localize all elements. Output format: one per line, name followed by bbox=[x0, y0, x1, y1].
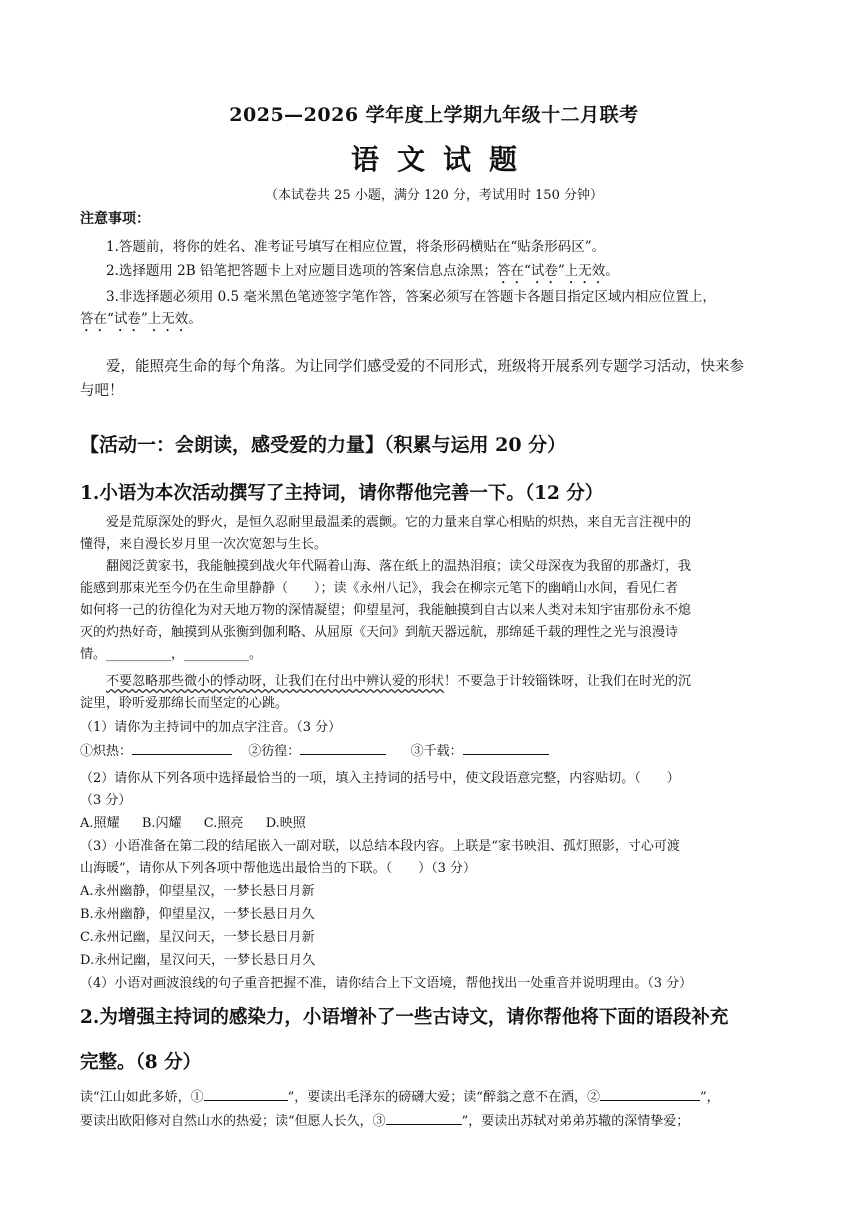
answer-blank-q2-1[interactable] bbox=[204, 1086, 288, 1101]
subject-title: 语文试题 bbox=[350, 143, 535, 176]
sub-question-3-line2: 山海暖”，请你从下列各项中帮他选出最恰当的下联。（ ）（3 分） bbox=[80, 861, 477, 876]
sub-question-2-options bbox=[80, 813, 306, 835]
question-2-heading-line1: 2.为增强主持词的感染力，小语增补了一些古诗文，请你帮他将下面的语段补充 bbox=[80, 1007, 729, 1028]
question-2-line-1 bbox=[80, 1086, 720, 1109]
answer-blank-1[interactable] bbox=[132, 740, 232, 755]
option-a: A.照耀 bbox=[80, 816, 120, 831]
answer-blank-q2-3[interactable] bbox=[386, 1110, 462, 1125]
passage-line-8 bbox=[106, 671, 691, 693]
passage-line-7: 情。__________，__________。 bbox=[80, 647, 263, 662]
notice-item-3-emphasis: 答在“试卷”上无效 bbox=[80, 311, 189, 327]
question-2-line-2 bbox=[80, 1110, 689, 1133]
q2-line2-a: 要读出欧阳修对自然山水的热爱；读“但愿人长久，③ bbox=[80, 1114, 386, 1129]
q2-line1-a: 读“江山如此多娇，① bbox=[80, 1090, 204, 1105]
exam-info: （本试卷共 25 小题，满分 120 分，考试用时 150 分钟） bbox=[265, 188, 603, 203]
passage-line-2: 懂得，来自漫长岁月里一次次宽恕与生长。 bbox=[80, 537, 328, 552]
passage-line-9: 淀里，聆听爱那绵长而坚定的心跳。 bbox=[80, 696, 289, 711]
passage-line-1: 爱是荒原深处的野火，是恒久忍耐里最温柔的震颤。它的力量来自掌心相贴的炽热，来自无言注视中的 bbox=[106, 515, 692, 530]
notice-item-2-end: 。 bbox=[605, 263, 619, 279]
q2-line1-c: ”， bbox=[699, 1090, 720, 1105]
passage-line-4: 能感到那束光至今仍在生命里静静（ ）；读《永州八记》，我会在柳宗元笔下的幽峭山水间，看见仁者 bbox=[80, 581, 679, 596]
item-3-label: ③千载： bbox=[410, 744, 463, 759]
q2-line2-b: ”，要读出苏轼对弟弟苏辙的深情挚爱； bbox=[461, 1114, 690, 1129]
couplet-option-c: C.永州记幽，星汉问天，一梦长悬日月新 bbox=[80, 930, 315, 945]
notice-item-1: 1.答题前，将你的姓名、准考证号填写在相应位置，将条形码横贴在“贴条形码区”。 bbox=[106, 239, 606, 255]
notice-item-3-line2 bbox=[80, 307, 202, 335]
notice-item-3-end: 。 bbox=[188, 311, 202, 327]
couplet-option-a: A.永州幽静，仰望星汉，一梦长悬日月新 bbox=[80, 884, 315, 899]
sub-question-4: （4）小语对画波浪线的句子重音把握不准，请你结合上下文语境，帮他找出一处重音并说明理由。（3 分） bbox=[80, 976, 693, 991]
intro-line-2: 与吧！ bbox=[80, 383, 124, 399]
q2-line1-b: ”，要读出毛泽东的磅礴大爱；读“醉翁之意不在酒，② bbox=[287, 1090, 600, 1105]
exam-title: 2025—2026 学年度上学期九年级十二月联考 bbox=[229, 104, 639, 126]
item-1-label: ①炽热： bbox=[80, 744, 133, 759]
sub-question-2-line1: （2）请你从下列各项中选择最恰当的一项，填入主持词的括号中，使文段语意完整，内容贴切。（ ） bbox=[80, 771, 680, 786]
option-d: D.映照 bbox=[265, 816, 306, 831]
answer-blank-2[interactable] bbox=[300, 740, 386, 755]
passage-line-5: 如何将一己的彷徨化为对天地万物的深情凝望；仰望星河，我能触摸到自古以来人类对未知宇宙那份永不熄 bbox=[80, 603, 692, 618]
option-b: B.闪耀 bbox=[141, 816, 182, 831]
activity-1-heading: 【活动一：会朗读，感受爱的力量】（积累与运用 20 分） bbox=[80, 434, 567, 456]
notice-item-3-line1: 3.非选择题必须用 0.5 毫米黑色笔迹签字笔作答，答案必须写在答题卡各题目指定区域内相应位置上， bbox=[106, 289, 716, 305]
question-1-heading: 1.小语为本次活动撰写了主持词，请你帮他完善一下。（12 分） bbox=[80, 483, 604, 504]
sub-question-1-items bbox=[80, 740, 549, 763]
answer-blank-q2-2[interactable] bbox=[600, 1086, 700, 1101]
passage-line-3: 翻阅泛黄家书，我能触摸到战火年代隔着山海、落在纸上的温热泪痕；读父母深夜为我留的那盏灯，我 bbox=[106, 559, 692, 574]
option-c: C.照亮 bbox=[203, 816, 244, 831]
sub-question-2-line2: （3 分） bbox=[80, 793, 132, 808]
couplet-option-b: B.永州幽静，仰望星汉，一梦长悬日月久 bbox=[80, 907, 315, 922]
answer-blank-3[interactable] bbox=[463, 740, 549, 755]
question-2-heading-line2: 完整。（8 分） bbox=[80, 1052, 202, 1073]
wavy-sentence: 不要忽略那些微小的悸动呀，让我们在付出中辨认爱的形状 bbox=[106, 674, 445, 689]
passage-line-8-rest: ！不要急于计较锱铢呀，让我们在时光的沉 bbox=[444, 674, 692, 689]
sub-question-3-line1: （3）小语准备在第二段的结尾嵌入一副对联，以总结本段内容。上联是“家书映泪、孤灯照影，寸心可渡 bbox=[80, 839, 680, 854]
notice-heading: 注意事项： bbox=[80, 211, 150, 227]
notice-item-2-text: 2.选择题用 2B 铅笔把答题卡上对应题目选项的答案信息点涂黑； bbox=[106, 263, 497, 279]
passage-line-6: 灭的灼热好奇，触摸到从张衡到伽利略、从屈原《天问》到航天器远航，那绵延千载的理性之光与浪漫诗 bbox=[80, 625, 679, 640]
sub-question-1: （1）请你为主持词中的加点字注音。（3 分） bbox=[80, 720, 342, 735]
item-2-label: ②彷徨： bbox=[248, 744, 301, 759]
intro-line-1: 爱，能照亮生命的每个角落。为让同学们感受爱的不同形式，班级将开展系列专题学习活动，快来参 bbox=[106, 359, 744, 375]
notice-item-2-emphasis: 答在“试卷”上无效 bbox=[496, 263, 606, 279]
couplet-option-d: D.永州记幽，星汉问天，一梦长悬日月久 bbox=[80, 953, 316, 968]
notice-item-2 bbox=[106, 259, 619, 287]
